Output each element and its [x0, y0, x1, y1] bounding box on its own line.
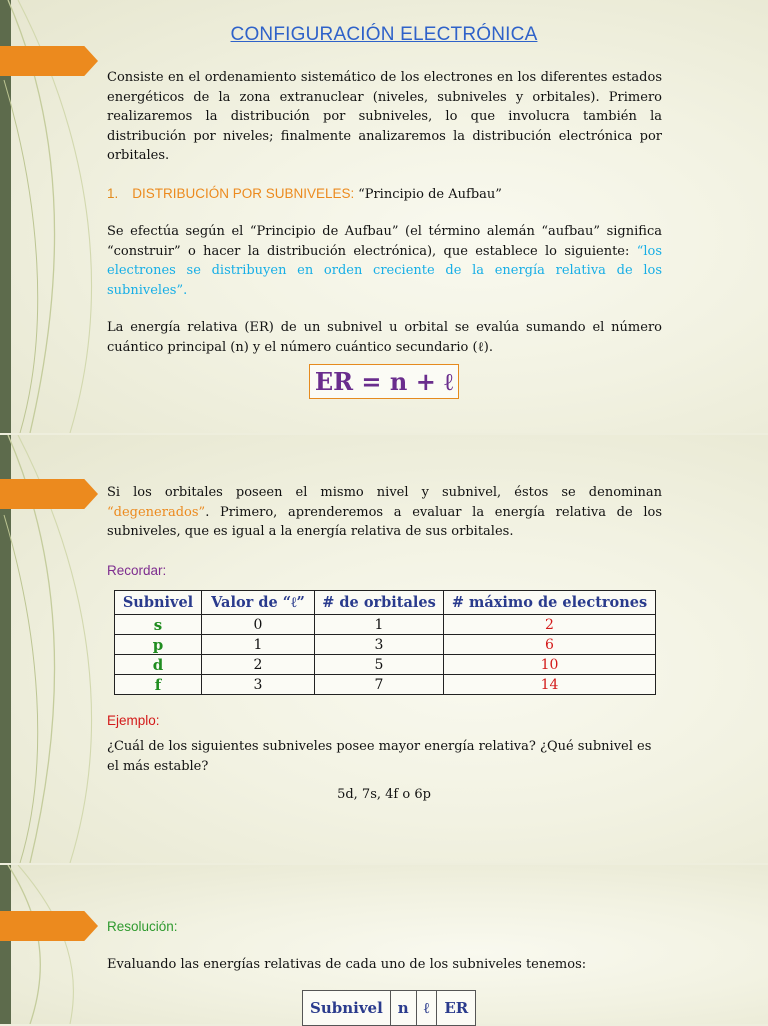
example-question: ¿Cuál de los siguientes subniveles posee mayor energía relativa? ¿Qué subnivel es el más estable?	[107, 739, 652, 774]
degenerate-text-a: Si los orbitales poseen el mismo nivel y subnivel, éstos se denominan	[107, 485, 662, 500]
orbitals-cell: 1	[315, 615, 444, 635]
slide-1	[0, 0, 768, 433]
section-number: 1.	[107, 186, 119, 201]
header-n: n	[390, 991, 416, 1026]
degenerate-word: “degenerados”	[107, 504, 206, 520]
subnivel-cell: d	[115, 655, 202, 675]
l-value-cell: 1	[202, 635, 315, 655]
aufbau-paragraph	[107, 222, 662, 300]
table-row	[115, 615, 656, 635]
energy-paragraph: La energía relativa (ER) de un subnivel u orbital se evalúa sumando el número cuántico principal (n) y el número cuántico secundario (ℓ).	[107, 320, 662, 355]
table-header-row	[115, 591, 656, 615]
header-valor-l: Valor de “ℓ”	[202, 591, 315, 615]
degenerate-text-b: . Primero, aprenderemos a evaluar la energía relativa de los subniveles, que es igual a la energía relativa de sus orbitales.	[107, 504, 662, 539]
intro-paragraph: Consiste en el ordenamiento sistemático de los electrones en los diferentes estados energéticos de la zona extranuclear (niveles, subniveles y orbitales). Primero realizaremos la distribución por subniveles, lo que involucra también la distribución por niveles; finalmente analizaremos la distribución electrónica por orbitales.	[107, 70, 662, 163]
decorative-curves	[0, 865, 140, 1024]
max-electrons-cell: 2	[444, 615, 656, 635]
table-row	[115, 675, 656, 695]
table-row	[115, 635, 656, 655]
orbitals-cell: 5	[315, 655, 444, 675]
subshell-table	[114, 590, 656, 695]
section-heading	[107, 184, 662, 205]
section-title: DISTRIBUCIÓN POR SUBNIVELES:	[132, 186, 355, 201]
max-electrons-cell: 6	[444, 635, 656, 655]
aufbau-quote: “los electrones se distribuyen en orden creciente de la energía relativa de los subniveles”.	[107, 243, 662, 298]
header-subnivel: Subnivel	[115, 591, 202, 615]
max-electrons-cell: 14	[444, 675, 656, 695]
table-row	[115, 655, 656, 675]
l-value-cell: 0	[202, 615, 315, 635]
table-header-row	[303, 991, 476, 1026]
header-subnivel: Subnivel	[303, 991, 391, 1026]
er-formula-box: ER = n + ℓ	[309, 364, 459, 399]
section-subtitle: “Principio de Aufbau”	[358, 187, 502, 202]
aufbau-text: Se efectúa según el “Principio de Aufbau” (el término alemán “aufbau” significa “construir” o hacer la distribución electrónica), que establece lo siguiente:	[107, 224, 662, 259]
orbitals-cell: 7	[315, 675, 444, 695]
example-label: Ejemplo:	[107, 713, 160, 728]
orange-tab-marker	[0, 911, 98, 941]
l-value-cell: 3	[202, 675, 315, 695]
remember-label: Recordar:	[107, 563, 167, 578]
resolution-table	[302, 990, 476, 1026]
l-value-cell: 2	[202, 655, 315, 675]
header-orbitales: # de orbitales	[315, 591, 444, 615]
orange-tab-marker	[0, 479, 98, 509]
max-electrons-cell: 10	[444, 655, 656, 675]
orange-tab-marker	[0, 46, 98, 76]
orbitals-cell: 3	[315, 635, 444, 655]
page-title: CONFIGURACIÓN ELECTRÓNICA	[230, 24, 538, 45]
subnivel-cell: p	[115, 635, 202, 655]
subnivel-cell: f	[115, 675, 202, 695]
resolution-label: Resolución:	[107, 919, 178, 934]
header-max-electrones: # máximo de electrones	[444, 591, 656, 615]
header-l: ℓ	[416, 991, 437, 1026]
degenerate-paragraph	[107, 483, 662, 542]
example-options: 5d, 7s, 4f o 6p	[337, 787, 431, 802]
evaluation-paragraph: Evaluando las energías relativas de cada uno de los subniveles tenemos:	[107, 957, 587, 972]
header-er: ER	[437, 991, 476, 1026]
subnivel-cell: s	[115, 615, 202, 635]
